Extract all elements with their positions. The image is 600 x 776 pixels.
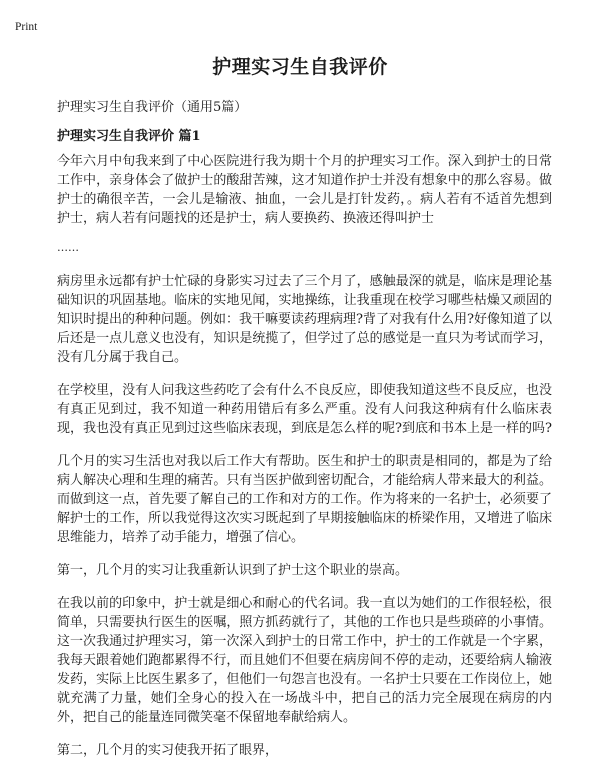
document-subtitle: 护理实习生自我评价（通用5篇） bbox=[57, 100, 248, 115]
article-body bbox=[57, 152, 552, 774]
paragraph: 几个月的实习生活也对我以后工作大有帮助。医生和护士的职责是相同的，都是为了给病人解决心理和生理的痛苦。只有当医护做到密切配合，才能给病人带来最大的利益。而做到这一点，首先要了解自己的工作和对方的工作。作为将来的一名护士，必须要了解护士的工作，所以我觉得这次实习既起到了早期接触临床的桥梁作用，又增进了临床思维能力，培养了动手能力，增强了信心。 bbox=[57, 454, 552, 545]
page-title: 护理实习生自我评价 bbox=[212, 56, 388, 78]
paragraph: 在我以前的印象中，护士就是细心和耐心的代名词。我一直以为她们的工作很轻松，很简单，只需要执行医生的医嘱，照方抓药就行了，其他的工作也只是些琐碎的小事情。这一次我通过护理实习，第一次深入到护士的日常工作中，护士的工作就是一个字累，我每天跟着她们跑都累得不行，而且她们不但要在病房间不停的走动，还要给病人输液发药，实际上比医生累多了，但他们一句怨言也没有。一名护士只要在工作岗位上，她就充满了力量，她们全身心的投入在一场战斗中，把自己的活力完全展现在病房的内外，把自己的能量连同微笑毫不保留地奉献给病人。 bbox=[57, 596, 552, 725]
paragraph: 第二，几个月的实习使我开拓了眼界， bbox=[57, 743, 279, 758]
section-heading: 护理实习生自我评价 篇1 bbox=[57, 129, 201, 144]
paragraph: 今年六月中旬我来到了中心医院进行我为期十个月的护理实习工作。深入到护士的日常工作中，亲身体会了做护士的酸甜苦辣，这才知道作护士并没有想象中的那么容易。做护士的确很辛苦，一会儿是输液、抽血，一会儿是打针发药，。病人若有不适首先想到护士，病人若有问题找的还是护士，病人要换药、换液还得叫护士 bbox=[57, 154, 552, 226]
paragraph: 病房里永远都有护士忙碌的身影实习过去了三个月了，感触最深的就是，临床是理论基础知识的巩固基地。临床的实地见闻，实地操练，让我重现在校学习哪些枯燥又顽固的知识时提出的种种问题。例如：我干嘛要读药理病理?背了对我有什么用?好像知道了以后还是一点儿意义也没有，知识是统揽了，但学过了总的感觉是一直只为考试而学习，没有几分属于我自己。 bbox=[57, 274, 552, 365]
paragraph: 第一，几个月的实习让我重新认识到了护士这个职业的崇高。 bbox=[57, 563, 409, 578]
truncation-ellipsis: …… bbox=[57, 241, 79, 254]
print-link[interactable]: Print bbox=[15, 21, 38, 33]
paragraph: 在学校里，没有人问我这些药吃了会有什么不良反应，即使我知道这些不良反应，也没有真正见到过，我不知道一种药用错后有多么严重。没有人问我这种病有什么临床表现，我也没有真正见到过这些临床表现，到底是怎么样的呢?到底和书本上是一样的吗? bbox=[57, 383, 552, 436]
